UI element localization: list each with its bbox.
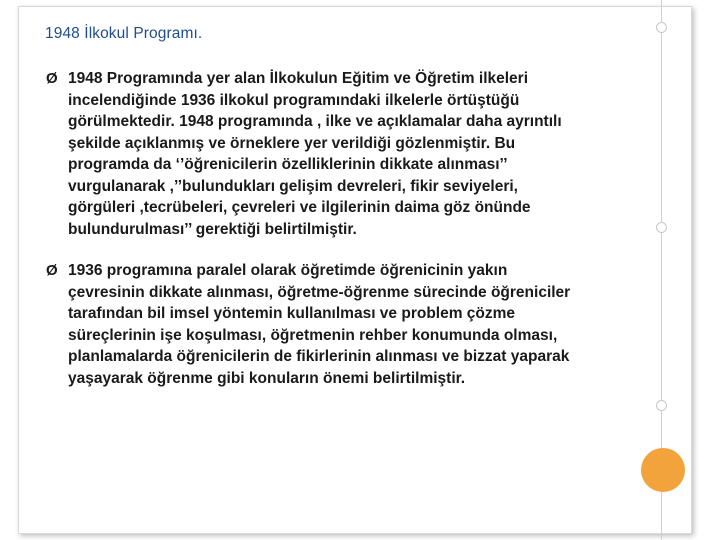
bullet-item [46,260,646,389]
decorative-orange-circle [641,448,685,492]
bullet-item [46,68,646,240]
bullet-text: 1936 programına paralel olarak öğretimde öğrenicinin yakın çevresinin dikkate alınması, öğretme-öğrenme sürecinde öğreniciler tarafından bil imsel yöntemin kullanılması ve problem çözme süreçlerinin işe koşulması, öğretmenin rehber konumunda olması, planlamalarda öğrenicilerin de fikirlerinin alınması ve bizzat yaparak yaşayarak öğrenme gibi konuların önemi belirtilmiştir. [68,262,571,387]
arrow-bullet-icon: Ø [46,262,58,279]
bullet-text: 1948 Programında yer alan İlkokulun Eğitim ve Öğretim ilkeleri incelendiğinde 1936 ilkokul programındaki ilkelerle örtüştüğü görülmektedir. 1948 programında , ilke ve açıklamalar daha ayrıntılı şekilde açıklanmış ve örneklere yer verildiği gözlenmiştir. Bu programda da ‘’öğrenicilerin özelliklerinin dikkate alınması’’ vurgulanarak ,’’bulundukları gelişim devreleri, fikir seviyeleri, görgüleri ,tecrübeleri, çevreleri ve ilgilerinin daima göz önünde bulundurulması’’ gerektiği belirtilmiştir. [68,70,562,238]
binder-ring [656,222,667,233]
binder-ring [656,400,667,411]
slide-title: 1948 İlkokul Programı. [45,25,203,42]
arrow-bullet-icon: Ø [46,70,58,87]
binder-ring [656,22,667,33]
bullet-list [46,68,646,409]
